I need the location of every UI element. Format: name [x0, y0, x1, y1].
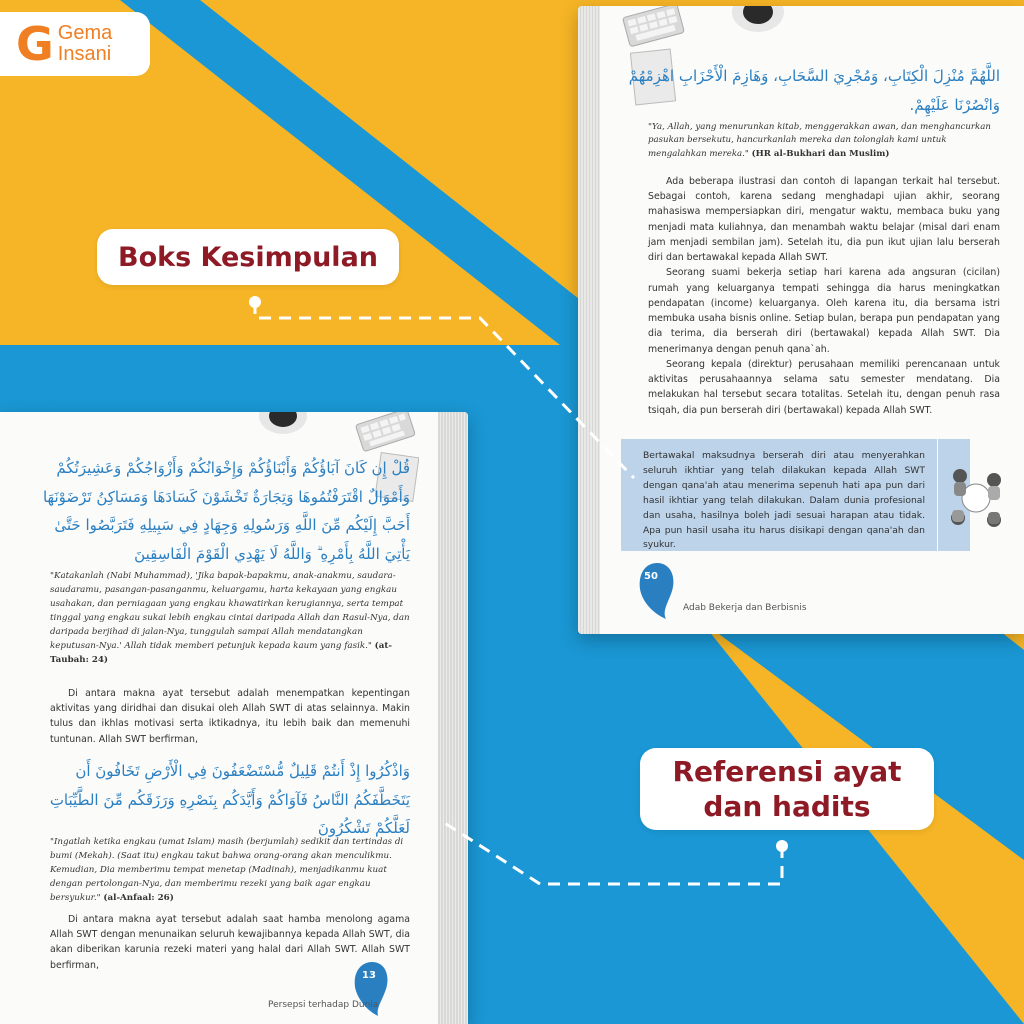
- running-footer: Persepsi terhadap Dunia: [268, 1000, 379, 1010]
- callout-references-line1: Referensi ayat: [672, 755, 902, 788]
- logo-name-line2: Insani: [57, 43, 112, 65]
- body-paragraph: [50, 686, 410, 747]
- paragraph: Seorang suami bekerja setiap hari karena ada angsuran (cicilan) rumah yang keluarganya tempati sehingga dia harus meningkatkan pendapatan (income) keluarganya. Oleh karena itu, dia bersama istri membuka usaha bisnis online. Setiap bulan, berapa pun pendapatan yang dia terima, dia berserah diri (bertawakal) kepada Allah SWT. Dia menerimanya dengan penuh qana`ah.: [648, 267, 1000, 355]
- keyboard-icon: [622, 6, 686, 48]
- hadith-translation: [648, 121, 1000, 161]
- quran-reference: (at-Taubah: 24): [50, 640, 392, 665]
- conclusion-box: Bertawakal maksudnya berserah diri atau menyerahkan seluruh ikhtiar yang telah dilakukan kepada Allah SWT dengan qana'ah atau menerima sepenuh hati apa pun dari hasil ikhtiar yang telah dilakukan. Dalam dunia profesional dan usaha, hasilnya boleh jadi sesuai harapan atau tidak. Apa pun hasil usaha itu harus disikapi dengan qana'ah dan syukur.: [621, 439, 937, 551]
- logo-mark: G: [16, 17, 54, 71]
- callout-references: [640, 748, 934, 830]
- quran-arabic-text-2: وَاذْكُرُوا إِذْ أَنتُمْ قَلِيلٌ مُّسْتَضْعَفُونَ فِي الْأَرْضِ تَخَافُونَ أَن يَتَخَطَّفَكُمُ النَّاسُ فَآوَاكُمْ وَأَيَّدَكُم بِنَصْرِهِ وَرَزَقَكُم مِّنَ الطَّيِّبَاتِ لَعَلَّكُمْ تَشْكُرُونَ: [49, 762, 410, 837]
- page-edge: [578, 6, 600, 634]
- paragraph: Di antara makna ayat tersebut adalah menempatkan kepentingan aktivitas yang diridhai dan disukai oleh Allah SWT di atas selainnya. Makin tulus dan ikhlas motivasi serta iktikadnya, itu lebih baik dan memenuhi tuntunan. Allah SWT berfirman,: [50, 688, 410, 745]
- paragraph: Di antara makna ayat tersebut adalah saat hamba menolong agama Allah SWT dengan menunaikan seluruh kewajibannya kepada Allah SWT, dia akan diberikan karunia rezeki materi yang halal dari Allah SWT. Allah SWT berfirman,: [50, 914, 410, 971]
- callout-references-line2: dan hadits: [703, 790, 871, 823]
- quran-translation-text: "Ingatlah ketika engkau (umat Islam) masih (berjumlah) sedikit dan tertindas di bumi (Mekah). (Saat itu) engkau takut bahwa orang-orang akan menculikmu. Kemudian, Dia memberimu tempat menetap (Madinah), menjadikanmu kuat dengan pertolongan-Nya, dan memberimu rezeki yang baik agar engkau bersyukur.": [50, 837, 404, 903]
- logo-name-line1: Gema: [57, 22, 113, 44]
- callout-conclusion-box: Boks Kesimpulan: [97, 229, 399, 285]
- page-number: 50: [644, 571, 658, 582]
- page-number-marker: [352, 960, 392, 1022]
- quran-translation-2: [50, 836, 410, 906]
- quran-translation-1: [50, 570, 410, 667]
- quran-translation-text: "Katakanlah (Nabi Muhammad), 'Jika bapak-bapakmu, anak-anakmu, saudara-saudaramu, pasangan-pasanganmu, keluargamu, harta kekayaan yang engkau usahakan, dan perniagaan yang engkau khawatirkan kerugiannya, serta tempat tinggal yang engkau sukai lebih engkau cintai daripada Allah dan Rasul-Nya, dan daripada berjihad di jalan-Nya, tunggulah sampai Allah mendatangkan keputusan-Nya.' Allah tidak memberi petunjuk kepada kaum yang fasik.": [50, 571, 410, 651]
- people-illustration-icon: [940, 458, 1012, 536]
- book-page-right: [578, 6, 1024, 634]
- quran-arabic-text-1: قُلْ إِن كَانَ آبَاؤُكُمْ وَأَبْنَاؤُكُمْ وَإِخْوَانُكُمْ وَأَزْوَاجُكُمْ وَعَشِيرَتُكُمْ وَأَمْوَالٌ اقْتَرَفْتُمُوهَا وَتِجَارَةٌ تَخْشَوْنَ كَسَادَهَا وَمَسَاكِنُ تَرْضَوْنَهَا أَحَبَّ إِلَيْكُم مِّنَ اللَّهِ وَرَسُولِهِ وَجِهَادٍ فِي سَبِيلِهِ فَتَرَبَّصُوا حَتَّىٰ يَأْتِيَ اللَّهُ بِأَمْرِهِ ۗ وَاللَّهُ لَا يَهْدِي الْقَوْمَ الْفَاسِقِينَ: [42, 459, 410, 563]
- page-number-drop-icon: [636, 561, 678, 621]
- keyboard-icon: [355, 412, 417, 452]
- coffee-cup-icon: [728, 6, 788, 36]
- coffee-cup-icon: [256, 412, 310, 438]
- brand-logo: [0, 12, 150, 76]
- page-number: 13: [362, 970, 376, 981]
- hadith-reference: (HR al-Bukhari dan Muslim): [751, 148, 890, 159]
- paragraph: Ada beberapa ilustrasi dan contoh di lapangan terkait hal tersebut. Sebagai contoh, karena sedang menghadapi ujian akhir, seorang mahasiswa mempersiapkan diri, mengatur waktu, membaca buku yang menjadi mata kuliahnya, dan menambah waktu belajar (misal dari enam jam menjadi sembilan jam). Setelah itu, dia pun ikut ujian lalu berserah diri dan bertawakal kepada Allah SWT.: [648, 176, 1000, 264]
- logo-wordmark: [58, 23, 112, 65]
- page-edge: [438, 412, 468, 1024]
- page-number-marker: [636, 561, 678, 625]
- paragraph: Seorang kepala (direktur) perusahaan memiliki perencanaan untuk aktivitas perusahaannya selama satu semester mendatang. Dia melakukan hal tersebut secara totalitas. Setelah itu, dengan penuh rasa tsiqah, dia pun berserah diri (bertawakal) kepada Allah SWT.: [648, 358, 1000, 416]
- body-paragraphs: [648, 174, 1000, 418]
- hadith-translation-text: "Ya, Allah, yang menurunkan kitab, menggerakkan awan, dan menghancurkan pasukan bersekutu, hancurkanlah mereka dan tolonglah kami untuk mengalahkan mereka.": [648, 122, 991, 159]
- quran-reference: (al-Anfaal: 26): [103, 892, 174, 903]
- book-page-left: [0, 412, 468, 1024]
- hadith-arabic-text: اللَّهُمَّ مُنْزِلَ الْكِتَابِ، وَمُجْرِيَ السَّحَابِ، وَهَازِمَ الْأَحْزَابِ اهْزِمْهُمْ وَانْصُرْنَا عَلَيْهِمْ.: [628, 67, 1000, 114]
- running-footer: Adab Bekerja dan Berbisnis: [683, 603, 807, 613]
